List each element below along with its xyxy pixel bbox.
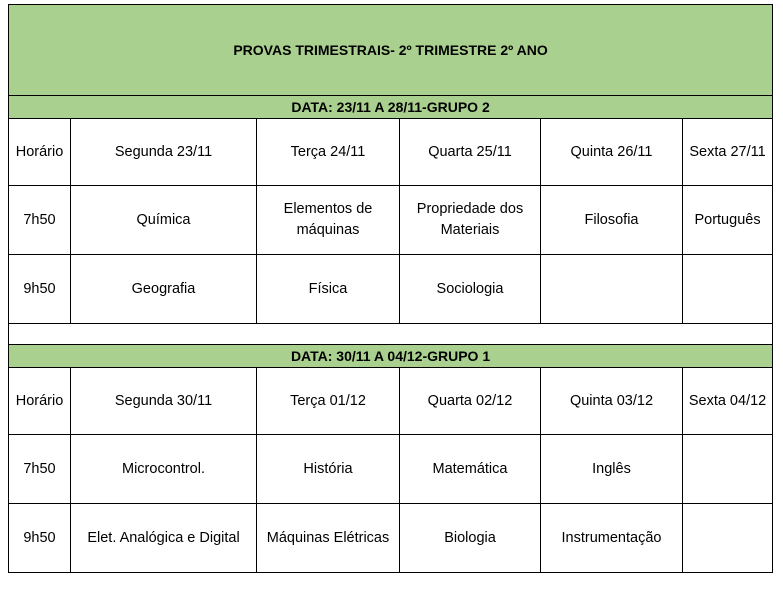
subject-cell: Microcontrol. [71, 435, 257, 504]
subject-cell: Biologia [400, 504, 541, 573]
time-cell: 7h50 [9, 435, 71, 504]
header-cell-thursday: Quinta 26/11 [541, 119, 683, 186]
subject-cell: Filosofia [541, 186, 683, 255]
time-cell: 7h50 [9, 186, 71, 255]
schedule-header-row [9, 119, 773, 186]
header-cell-friday: Sexta 04/12 [683, 368, 773, 435]
subject-cell: Inglês [541, 435, 683, 504]
group-date-label: DATA: 23/11 A 28/11-GRUPO 2 [9, 96, 773, 119]
subject-cell: Elementos de máquinas [257, 186, 400, 255]
subject-cell: Elet. Analógica e Digital [71, 504, 257, 573]
header-cell-monday: Segunda 30/11 [71, 368, 257, 435]
subject-cell [683, 435, 773, 504]
header-cell-friday: Sexta 27/11 [683, 119, 773, 186]
spacer-row [9, 324, 773, 345]
title-row [9, 5, 773, 96]
subject-cell: Sociologia [400, 255, 541, 324]
subject-cell: Português [683, 186, 773, 255]
subject-cell [683, 504, 773, 573]
header-cell-wednesday: Quarta 25/11 [400, 119, 541, 186]
subject-cell: Física [257, 255, 400, 324]
page-title: PROVAS TRIMESTRAIS- 2º TRIMESTRE 2º ANO [9, 5, 773, 96]
spacer-cell [9, 324, 773, 345]
subject-cell: História [257, 435, 400, 504]
header-cell-thursday: Quinta 03/12 [541, 368, 683, 435]
schedule-row [9, 186, 773, 255]
exam-schedule-sheet [8, 4, 772, 573]
schedule-row [9, 504, 773, 573]
subject-cell: Química [71, 186, 257, 255]
subject-cell: Matemática [400, 435, 541, 504]
subject-cell [541, 255, 683, 324]
schedule-row [9, 435, 773, 504]
subject-cell: Propriedade dos Materiais [400, 186, 541, 255]
group-date-row [9, 96, 773, 119]
exam-schedule-table [8, 4, 773, 573]
time-cell: 9h50 [9, 255, 71, 324]
subject-cell: Instrumentação [541, 504, 683, 573]
header-cell-tuesday: Terça 24/11 [257, 119, 400, 186]
group-date-row [9, 345, 773, 368]
schedule-row [9, 255, 773, 324]
schedule-header-row [9, 368, 773, 435]
time-cell: 9h50 [9, 504, 71, 573]
header-cell-time: Horário [9, 119, 71, 186]
subject-cell: Geografia [71, 255, 257, 324]
header-cell-tuesday: Terça 01/12 [257, 368, 400, 435]
header-cell-time: Horário [9, 368, 71, 435]
header-cell-wednesday: Quarta 02/12 [400, 368, 541, 435]
header-cell-monday: Segunda 23/11 [71, 119, 257, 186]
subject-cell [683, 255, 773, 324]
group-date-label: DATA: 30/11 A 04/12-GRUPO 1 [9, 345, 773, 368]
subject-cell: Máquinas Elétricas [257, 504, 400, 573]
